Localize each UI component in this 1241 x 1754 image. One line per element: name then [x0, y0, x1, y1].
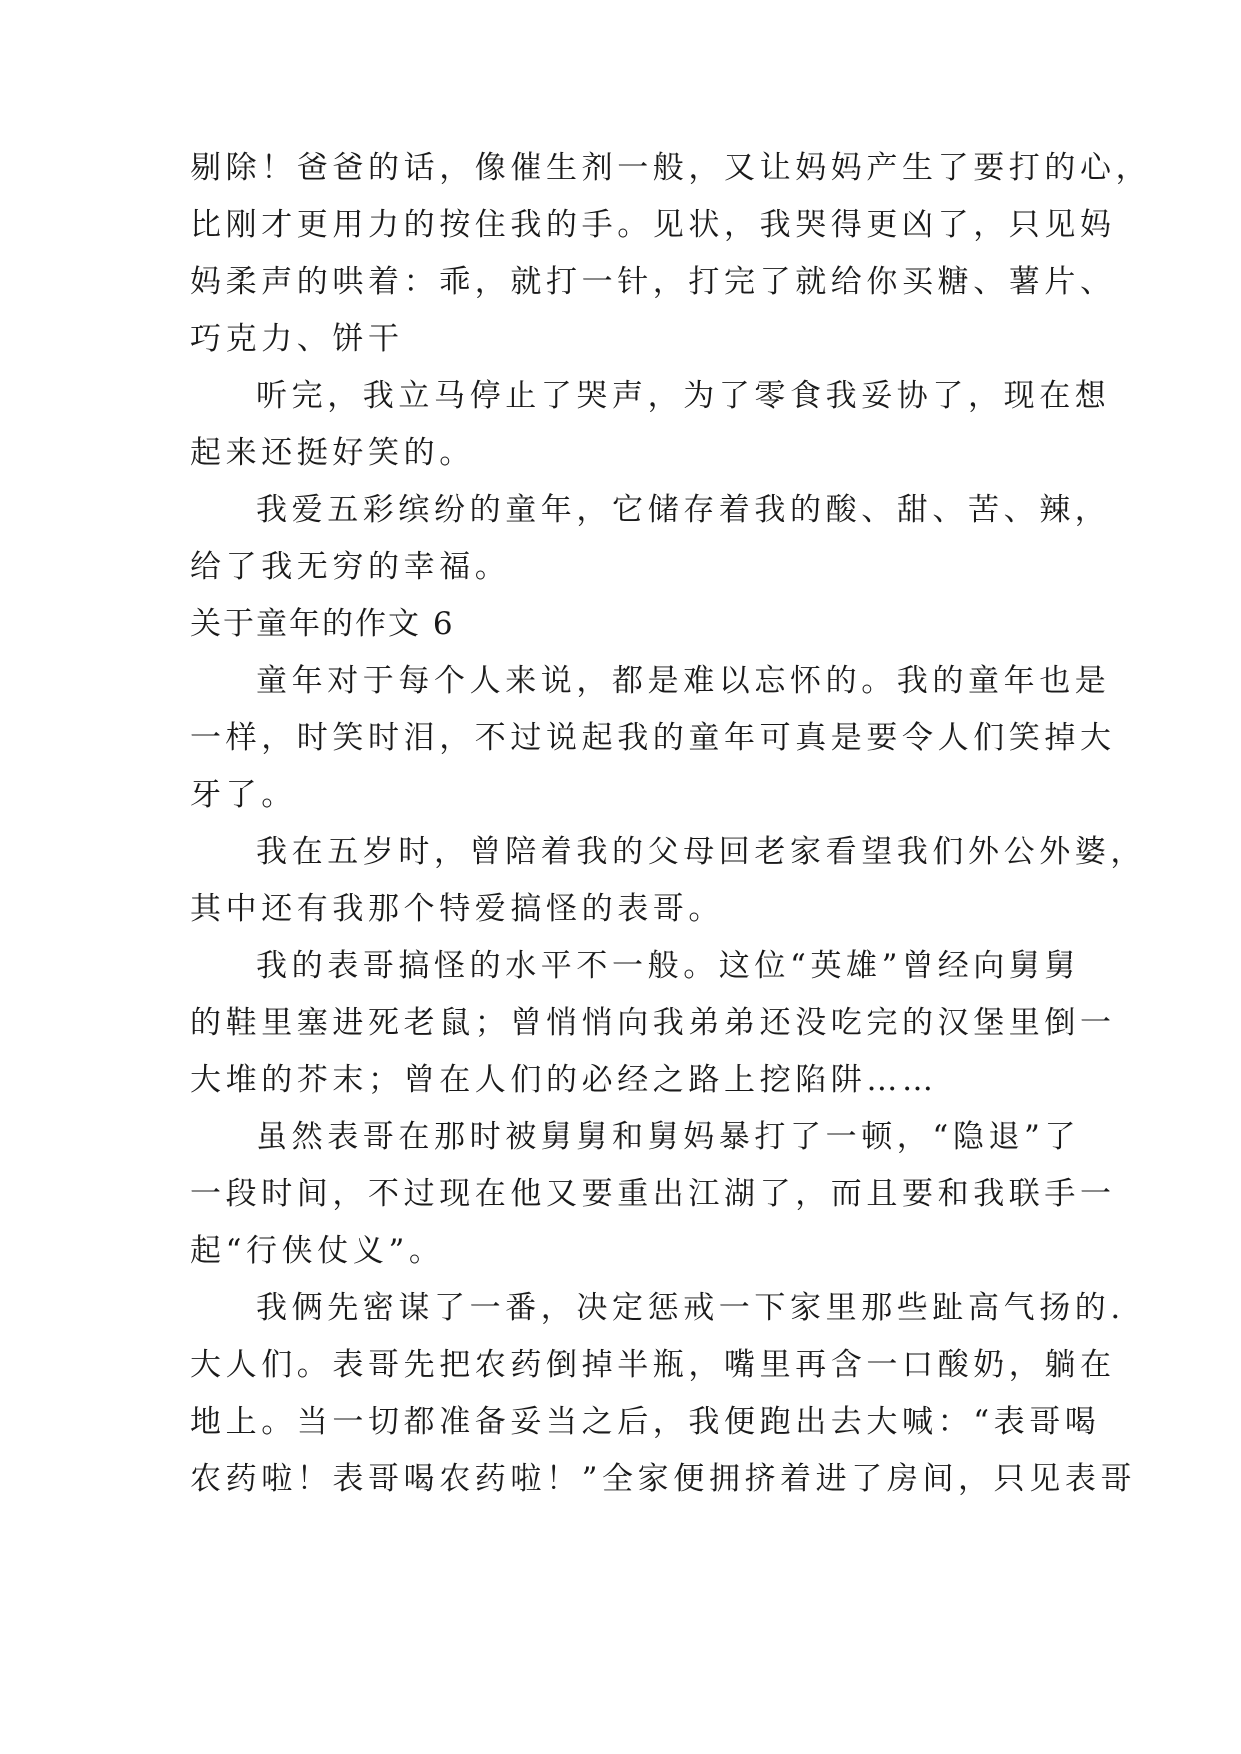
- paragraph-start-line: 我爱五彩缤纷的童年，它储存着我的酸、甜、苦、辣，: [256, 492, 1111, 528]
- paragraph-start-line: 我俩先密谋了一番，决定惩戒一下家里那些趾高气扬的.: [256, 1290, 1125, 1326]
- text-line: 一段时间，不过现在他又要重出江湖了，而且要和我联手一: [190, 1176, 1116, 1212]
- paragraph-start-line: 我的表哥搞怪的水平不一般。这位“英雄”曾经向舅舅: [256, 948, 1081, 984]
- text-line: 一样，时笑时泪，不过说起我的童年可真是要令人们笑掉大: [190, 720, 1116, 756]
- paragraph-start-line: 虽然表哥在那时被舅舅和舅妈暴打了一顿，“隐退”了: [256, 1119, 1081, 1155]
- text-line: 大人们。表哥先把农药倒掉半瓶，嘴里再含一口酸奶，躺在: [190, 1347, 1116, 1383]
- text-line: 的鞋里塞进死老鼠；曾悄悄向我弟弟还没吃完的汉堡里倒一: [190, 1005, 1116, 1041]
- text-line: 起来还挺好笑的。: [190, 435, 475, 471]
- paragraph-start-line: 我在五岁时，曾陪着我的父母回老家看望我们外公外婆，: [256, 834, 1146, 870]
- paragraph-start-line: 听完，我立马停止了哭声，为了零食我妥协了，现在想: [256, 378, 1111, 414]
- text-line: 剔除！爸爸的话，像催生剂一般，又让妈妈产生了要打的心，: [190, 150, 1152, 186]
- text-line: 其中还有我那个特爱搞怪的表哥。: [190, 891, 724, 927]
- text-line: 比刚才更用力的按住我的手。见状，我哭得更凶了，只见妈: [190, 207, 1116, 243]
- section-heading: 关于童年的作文 6: [190, 606, 455, 642]
- text-line: 地上。当一切都准备妥当之后，我便跑出去大喊：“表哥喝: [190, 1404, 1101, 1440]
- text-line: 巧克力、饼干: [190, 321, 404, 357]
- text-line: 妈柔声的哄着：乖，就打一针，打完了就给你买糖、薯片、: [190, 264, 1116, 300]
- paragraph-start-line: 童年对于每个人来说，都是难以忘怀的。我的童年也是: [256, 663, 1111, 699]
- text-line: 起“行侠仗义”。: [190, 1233, 445, 1269]
- text-line: 牙了。: [190, 777, 297, 813]
- text-line: 大堆的芥末；曾在人们的必经之路上挖陷阱……: [190, 1062, 938, 1098]
- text-line: 农药啦！表哥喝农药啦！”全家便拥挤着进了房间，只见表哥: [190, 1461, 1137, 1497]
- text-line: 给了我无穷的幸福。: [190, 549, 511, 585]
